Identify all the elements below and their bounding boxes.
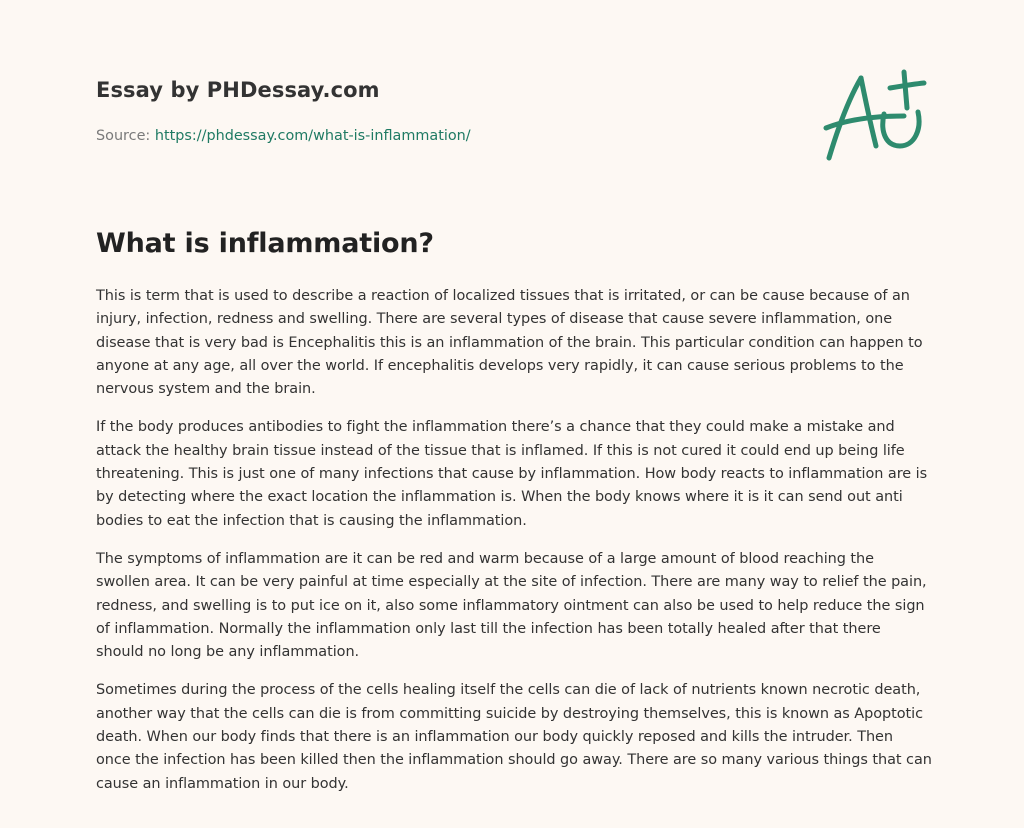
- article-title: What is inflammation?: [96, 228, 434, 259]
- article-paragraph: Sometimes during the process of the cells healing itself the cells can die of lack of nutrients known necrotic death, another way that the cells can die is from committing suicide by destroying themselves, this is known as Apoptotic death. When our body finds that there is an inflammation our body quickly reposed and kills the intruder. Then once the infection has been killed then the inflammation should go away. There are so many various things that can cause an inflammation in our body.: [96, 682, 932, 792]
- article-paragraph: The symptoms of inflammation are it can be red and warm because of a large amount of blood reaching the swollen area. It can be very painful at time especially at the site of infection. There are many way to relief the pain, redness, and swelling is to put ice on it, also some inflammatory ointment can also be used to help reduce the sign of inflammation. Normally the inflammation only last till the infection has been totally healed after that there should no long be any inflammation.: [96, 550, 927, 661]
- article-body: [96, 285, 932, 811]
- source-link[interactable]: https://phdessay.com/what-is-inflammation/: [154, 128, 471, 144]
- site-brand: Essay by PHDessay.com: [96, 78, 380, 102]
- source-line: [96, 126, 796, 146]
- article-paragraph: This is term that is used to describe a reaction of localized tissues that is irritated, or can be cause because of an injury, infection, redness and swelling. There are several types of disease that cause severe inflammation, one disease that is very bad is Encephalitis this is an inflammation of the brain. This particular condition can happen to anyone at any age, all over the world. If encephalitis develops very rapidly, it can cause serious problems to the nervous system and the brain.: [96, 288, 923, 398]
- page-header: [96, 76, 796, 146]
- article-paragraph: If the body produces antibodies to fight the inflammation there’s a chance that they could make a mistake and attack the healthy brain tissue instead of the tissue that is inflamed. If this is not cured it could end up being life threatening. This is just one of many infections that cause by inflammation. How body reacts to inflammation are is by detecting where the exact location the inflammation is. When the body knows where it is it can send out anti bodies to eat the infection that is causing the inflammation.: [96, 419, 928, 529]
- source-label: Source:: [96, 128, 151, 144]
- a-plus-grade-logo-icon: [818, 64, 930, 168]
